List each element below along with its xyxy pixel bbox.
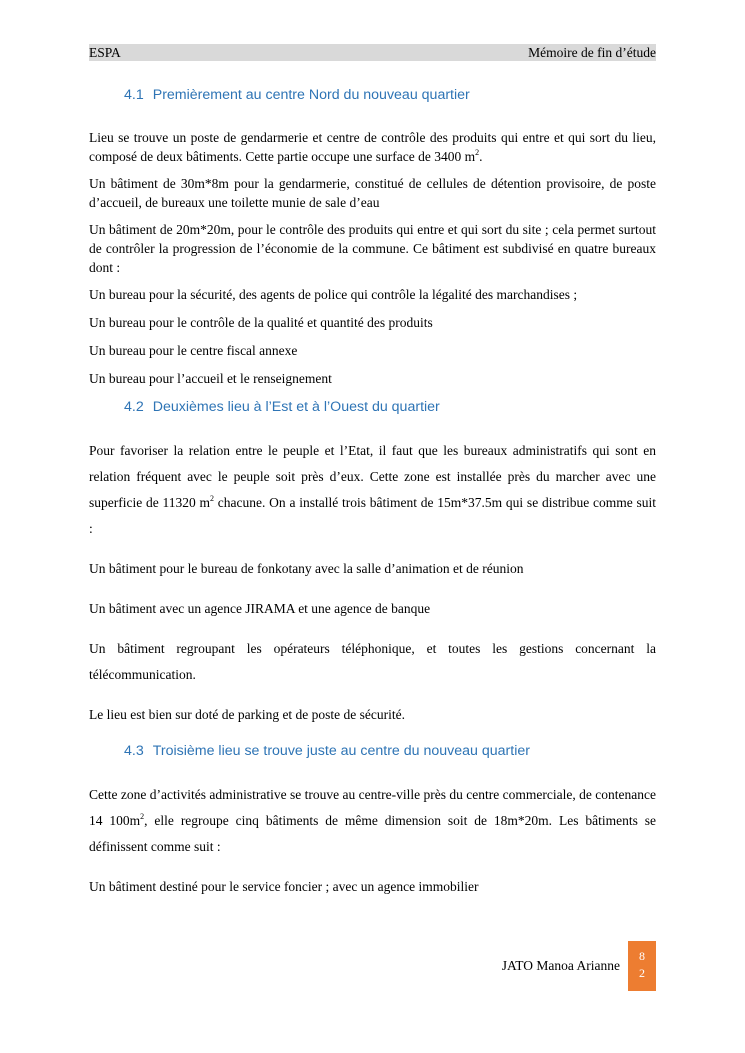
paragraph: Pour favoriser la relation entre le peuple et l’Etat, il faut que les bureaux administratifs qui sont en relation fréquent avec le peuple soit près d’eux. Cette zone est installée près du marcher avec une superficie de 11320 $m^2$ chacune. On a installé trois bâtiment de 15m*37.5m qui se distribue comme suit :: [89, 443, 656, 536]
section-title: Premièrement au centre Nord du nouveau quartier: [152, 87, 470, 103]
paragraph: Un bâtiment destiné pour le service foncier ; avec un agence immobilier: [89, 879, 479, 894]
paragraph: Un bureau pour l’accueil et le renseignement: [89, 371, 332, 386]
paragraph: Lieu se trouve un poste de gendarmerie et centre de contrôle des produits qui entre et qui sort du lieu, composé de deux bâtiments. Cette partie occupe une surface de 3400 $m^2$.: [89, 130, 656, 164]
header-right: Mémoire de fin d’étude: [528, 45, 656, 60]
paragraph: Un bureau pour la sécurité, des agents de police qui contrôle la légalité des marchandises ;: [89, 287, 578, 302]
section-heading-4-1: [89, 84, 656, 106]
paragraph: Un bâtiment de 20m*20m, pour le contrôle des produits qui entre et qui sort du site ; cela permet surtout de contrôler la progression de l’économie de la commune. Ce bâtiment est subdivisé en quatre bureaux dont :: [89, 222, 656, 275]
header-left: ESPA: [89, 45, 121, 60]
paragraph: Un bâtiment avec un agence JIRAMA et une agence de banque: [89, 601, 431, 616]
document-body: [89, 84, 656, 900]
paragraph: Un bureau pour le centre fiscal annexe: [89, 343, 298, 358]
page-number-digit: 2: [639, 966, 645, 980]
page-number-digit: 8: [639, 949, 645, 963]
paragraph: Cette zone d’activités administrative se trouve au centre-ville près du centre commerciale, de contenance 14 $100m^2$, elle regroupe cinq bâtiments de même dimension soit de 18m*20m. Les bâtiments se définissent comme suit :: [89, 787, 656, 854]
footer-author: JATO Manoa Arianne: [501, 958, 620, 973]
running-header: [89, 44, 656, 61]
section-heading-4-3: [89, 740, 656, 762]
paragraph: Un bâtiment pour le bureau de fonkotany avec la salle d’animation et de réunion: [89, 561, 524, 576]
paragraph: Le lieu est bien sur doté de parking et de poste de sécurité.: [89, 707, 406, 722]
page-number-badge: [628, 941, 656, 991]
section-number: 4.3: [124, 743, 144, 759]
section-number: 4.2: [124, 399, 144, 415]
paragraph: Un bureau pour le contrôle de la qualité et quantité des produits: [89, 315, 433, 330]
section-title: Deuxièmes lieu à l’Est et à l’Ouest du quartier: [152, 399, 440, 415]
paragraph: Un bâtiment regroupant les opérateurs téléphonique, et toutes les gestions concernant la télécommunication.: [89, 641, 656, 682]
paragraph: Un bâtiment de 30m*8m pour la gendarmerie, constitué de cellules de détention provisoire, de poste d’accueil, de bureaux une toilette munie de sale d’eau: [89, 176, 656, 210]
section-title: Troisième lieu se trouve juste au centre du nouveau quartier: [152, 743, 530, 759]
section-heading-4-2: [89, 396, 656, 418]
section-number: 4.1: [124, 87, 144, 103]
